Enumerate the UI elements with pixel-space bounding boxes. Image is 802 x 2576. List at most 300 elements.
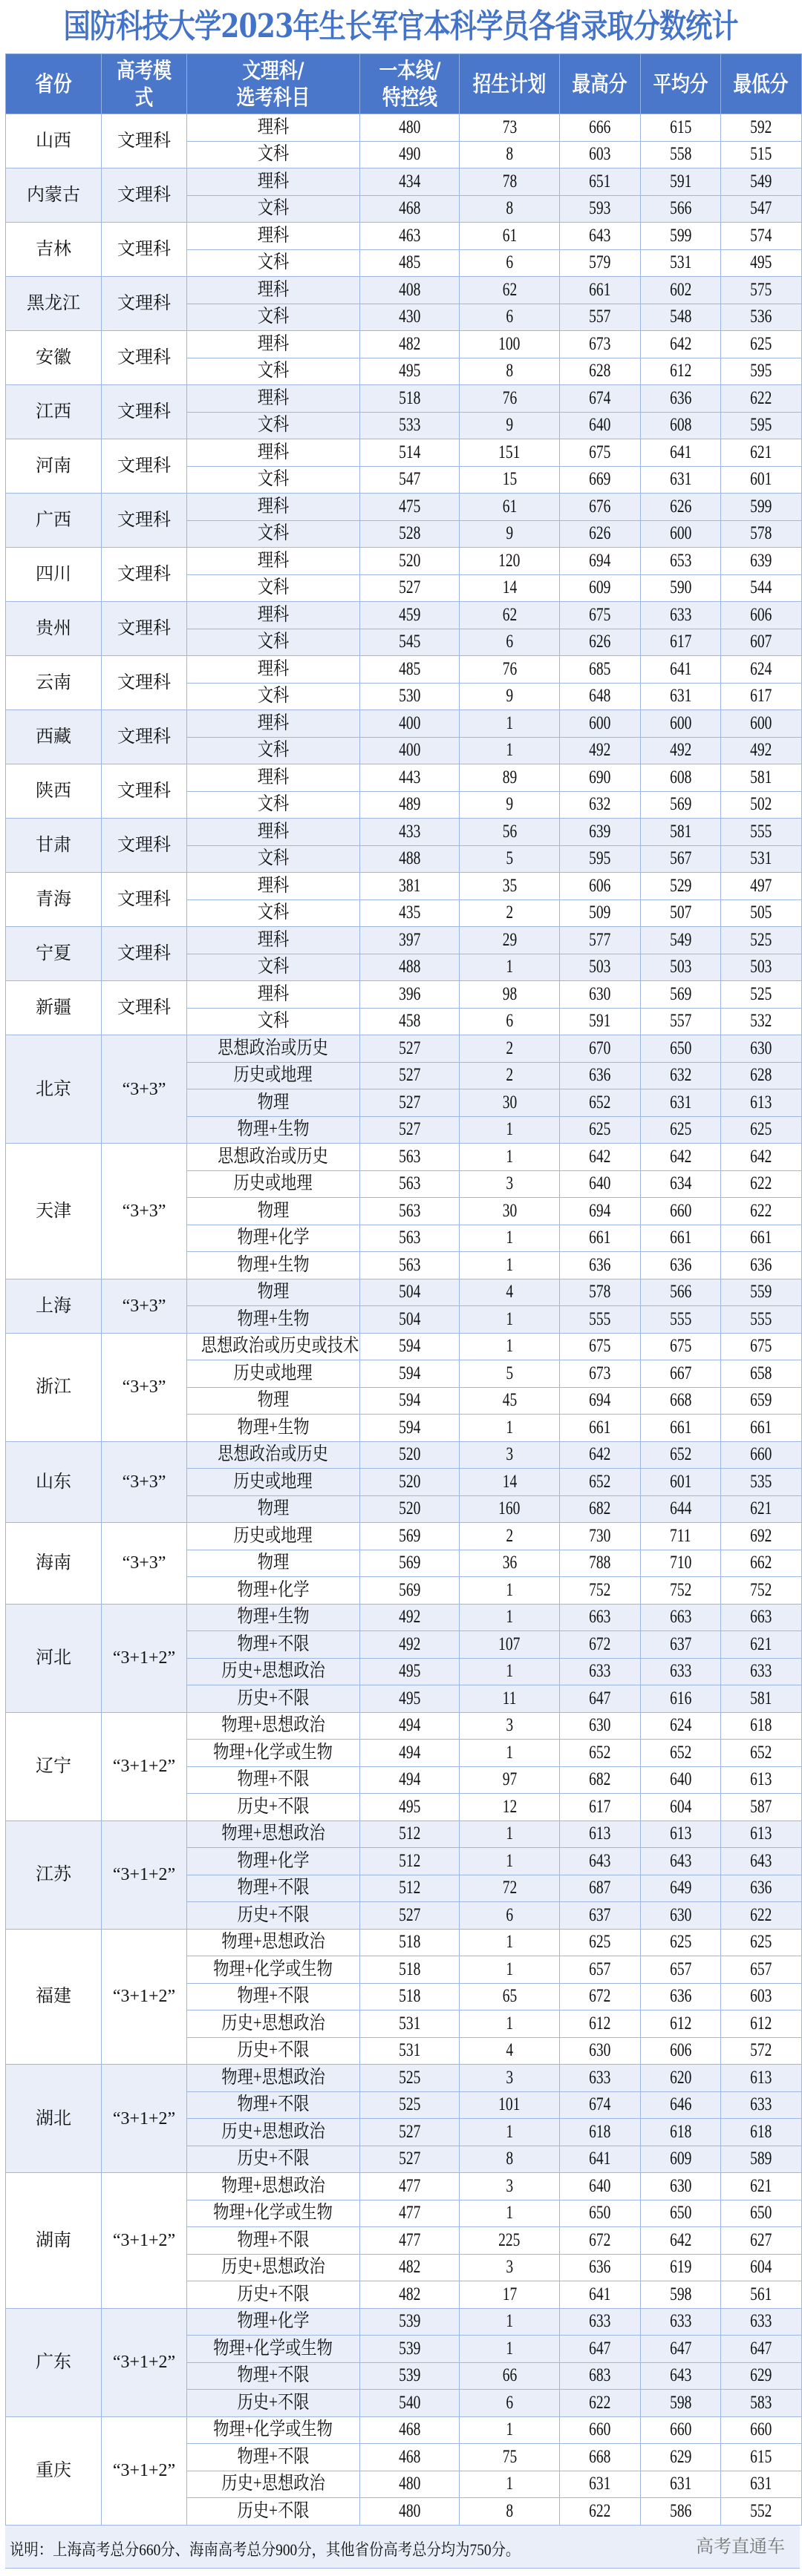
subject-cell: [187, 845, 360, 873]
subject-value: 物理+化学或生物: [213, 2338, 333, 2359]
avg-score-cell: [641, 1658, 721, 1685]
subject-value: 文科: [257, 523, 290, 544]
plan-value: 30: [502, 1092, 517, 1112]
subject-value: 文科: [257, 902, 290, 923]
min-score-cell: [721, 1794, 802, 1821]
plan-value: 2: [506, 1065, 513, 1086]
min-score-cell: [721, 1631, 802, 1659]
cutoff-line-cell: [360, 1550, 460, 1577]
avg-score-cell: [641, 737, 721, 764]
plan-cell: [460, 2362, 560, 2390]
subject-value: 物理+化学或生物: [213, 1742, 333, 1763]
max-score-value: 672: [589, 1633, 611, 1654]
min-score-value: 622: [750, 1173, 772, 1194]
content: [5, 53, 801, 2569]
avg-score-value: 557: [669, 1011, 692, 1032]
cutoff-line-value: 494: [398, 1742, 421, 1763]
avg-score-value: 646: [669, 2094, 692, 2115]
min-score-cell: [721, 1929, 802, 1956]
max-score-cell: [560, 1279, 641, 1306]
plan-cell: [460, 439, 560, 467]
plan-cell: [460, 1740, 560, 1767]
plan-value: 101: [498, 2094, 521, 2115]
subject-value: 物理: [257, 1553, 290, 1573]
avg-score-cell: [641, 1902, 721, 1930]
max-score-value: 613: [589, 1823, 611, 1844]
min-score-cell: [721, 1008, 802, 1035]
plan-cell: [460, 2281, 560, 2309]
max-score-cell: [560, 385, 641, 413]
avg-score-value: 613: [669, 1823, 692, 1844]
plan-value: 61: [502, 225, 517, 246]
avg-score-cell: [641, 1035, 721, 1063]
plan-cell: [460, 819, 560, 846]
avg-score-cell: [641, 1794, 721, 1821]
plan-value: 4: [506, 1282, 513, 1302]
subject-cell: [187, 331, 360, 358]
min-score-value: 752: [750, 1579, 772, 1600]
plan-cell: [460, 2227, 560, 2255]
subject-cell: [187, 249, 360, 277]
subject-value: 物理+生物: [237, 1119, 310, 1140]
table-row: [6, 927, 802, 954]
province-cell: 重庆: [6, 2416, 102, 2525]
avg-score-value: 503: [669, 957, 692, 977]
min-score-cell: [721, 1550, 802, 1577]
avg-score-cell: [641, 1144, 721, 1171]
max-score-value: 600: [589, 712, 611, 733]
max-score-value: 639: [589, 821, 611, 842]
plan-cell: [460, 927, 560, 954]
plan-value: 225: [498, 2229, 521, 2250]
max-score-cell: [560, 2444, 641, 2471]
avg-score-cell: [641, 195, 721, 223]
subject-value: 理科: [257, 875, 290, 896]
plan-value: 11: [502, 1688, 517, 1708]
plan-value: 1: [506, 1254, 513, 1275]
subject-cell: [187, 1523, 360, 1550]
max-score-value: 492: [589, 740, 611, 761]
subject-cell: [187, 1956, 360, 1984]
max-score-cell: [560, 2336, 641, 2363]
max-score-cell: [560, 520, 641, 548]
plan-cell: [460, 2336, 560, 2363]
plan-cell: [460, 2200, 560, 2227]
plan-cell: [460, 2037, 560, 2065]
max-score-cell: [560, 1929, 641, 1956]
cutoff-line-cell: [360, 1008, 460, 1035]
subject-value: 理科: [257, 550, 290, 571]
cutoff-line-value: 494: [398, 1715, 421, 1736]
max-score-value: 672: [589, 1986, 611, 2007]
max-score-cell: [560, 1469, 641, 1496]
avg-score-value: 652: [669, 1742, 692, 1763]
avg-score-cell: [641, 1550, 721, 1577]
avg-score-value: 608: [669, 767, 692, 787]
plan-value: 9: [506, 794, 513, 815]
max-score-value: 622: [589, 2500, 611, 2521]
min-score-cell: [721, 494, 802, 521]
cutoff-line-value: 527: [398, 1092, 421, 1112]
max-score-value: 647: [589, 2338, 611, 2359]
plan-value: 8: [506, 2149, 513, 2169]
table-header-row: [6, 54, 802, 114]
plan-cell: [460, 1929, 560, 1956]
max-score-value: 630: [589, 1715, 611, 1736]
min-score-value: 659: [750, 1390, 772, 1411]
avg-score-cell: [641, 2200, 721, 2227]
cutoff-line-cell: [360, 2173, 460, 2200]
max-score-value: 609: [589, 577, 611, 598]
province-cell: 上海: [6, 1279, 102, 1333]
plan-cell: [460, 1631, 560, 1659]
plan-value: 1: [506, 1959, 513, 1979]
cutoff-line-value: 433: [398, 821, 421, 842]
min-score-cell: [721, 927, 802, 954]
max-score-value: 509: [589, 902, 611, 923]
min-score-value: 622: [750, 1200, 772, 1221]
max-score-value: 618: [589, 2121, 611, 2142]
max-score-cell: [560, 1062, 641, 1089]
max-score-cell: [560, 114, 641, 142]
avg-score-value: 567: [669, 848, 692, 869]
subject-value: 历史或地理: [233, 1173, 313, 1194]
plan-cell: [460, 223, 560, 250]
max-score-value: 641: [589, 2149, 611, 2169]
min-score-cell: [721, 331, 802, 358]
min-score-cell: [721, 710, 802, 738]
min-score-cell: [721, 141, 802, 168]
max-score-cell: [560, 1631, 641, 1659]
subject-cell: [187, 277, 360, 304]
min-score-cell: [721, 2227, 802, 2255]
cutoff-line-value: 563: [398, 1173, 421, 1194]
subject-value: 文科: [257, 252, 290, 273]
min-score-value: 618: [750, 1715, 772, 1736]
avg-score-cell: [641, 2091, 721, 2119]
cutoff-line-value: 525: [398, 2067, 421, 2088]
avg-score-value: 617: [669, 632, 692, 652]
plan-value: 1: [506, 712, 513, 733]
avg-score-cell: [641, 168, 721, 196]
avg-score-cell: [641, 1198, 721, 1225]
province-cell: 湖南: [6, 2173, 102, 2309]
avg-score-cell: [641, 1279, 721, 1306]
subject-cell: [187, 1035, 360, 1063]
min-score-value: 661: [750, 1228, 772, 1248]
avg-score-value: 619: [669, 2257, 692, 2278]
plan-value: 6: [506, 2392, 513, 2413]
avg-score-cell: [641, 548, 721, 575]
subject-value: 物理+生物: [237, 1254, 310, 1275]
subject-value: 历史或地理: [233, 1525, 313, 1546]
min-score-cell: [721, 819, 802, 846]
exam-mode-cell: 文理科: [102, 494, 187, 548]
avg-score-value: 620: [669, 2067, 692, 2088]
max-score-cell: [560, 2281, 641, 2309]
max-score-value: 657: [589, 1959, 611, 1979]
avg-score-cell: [641, 602, 721, 629]
max-score-value: 630: [589, 2040, 611, 2061]
subject-cell: [187, 548, 360, 575]
min-score-cell: [721, 2146, 802, 2173]
subject-cell: [187, 168, 360, 196]
min-score-value: 657: [750, 1959, 772, 1979]
cutoff-line-value: 527: [398, 2121, 421, 2142]
subject-value: 物理+不限: [237, 2446, 310, 2467]
subject-value: 物理+化学: [237, 1579, 310, 1600]
max-score-cell: [560, 168, 641, 196]
table-row: [6, 602, 802, 629]
subject-cell: [187, 2065, 360, 2092]
plan-cell: [460, 710, 560, 738]
cutoff-line-value: 468: [398, 2419, 421, 2440]
province-cell: 广西: [6, 494, 102, 548]
max-score-cell: [560, 656, 641, 684]
cutoff-line-value: 533: [398, 415, 421, 436]
subject-cell: [187, 683, 360, 710]
subject-cell: [187, 1766, 360, 1794]
min-score-cell: [721, 629, 802, 656]
subject-cell: [187, 2146, 360, 2173]
plan-value: 1: [506, 2311, 513, 2332]
plan-value: 1: [506, 740, 513, 761]
avg-score-value: 586: [669, 2500, 692, 2521]
min-score-cell: [721, 764, 802, 792]
max-score-cell: [560, 1144, 641, 1171]
max-score-cell: [560, 683, 641, 710]
max-score-value: 636: [589, 2257, 611, 2278]
avg-score-cell: [641, 1766, 721, 1794]
max-score-cell: [560, 2119, 641, 2146]
plan-cell: [460, 385, 560, 413]
subject-cell: [187, 656, 360, 684]
cutoff-line-cell: [360, 277, 460, 304]
max-score-value: 591: [589, 1011, 611, 1032]
subject-value: 物理: [257, 1390, 290, 1411]
subject-cell: [187, 954, 360, 981]
cutoff-line-cell: [360, 1333, 460, 1360]
plan-value: 14: [502, 577, 517, 598]
avg-score-cell: [641, 1306, 721, 1334]
cutoff-line-value: 482: [398, 2284, 421, 2304]
cutoff-line-cell: [360, 1577, 460, 1605]
province-cell: 黑龙江: [6, 277, 102, 331]
avg-score-value: 636: [669, 1254, 692, 1275]
plan-value: 97: [502, 1769, 517, 1790]
cutoff-line-cell: [360, 168, 460, 196]
exam-mode-cell: “3+1+2”: [102, 2173, 187, 2309]
subject-cell: [187, 2119, 360, 2146]
min-score-cell: [721, 1766, 802, 1794]
max-score-value: 660: [589, 2419, 611, 2440]
cutoff-line-cell: [360, 1279, 460, 1306]
plan-cell: [460, 656, 560, 684]
avg-score-value: 492: [669, 740, 692, 761]
plan-value: 1: [506, 1146, 513, 1167]
cutoff-line-cell: [360, 548, 460, 575]
cutoff-line-cell: [360, 927, 460, 954]
avg-score-value: 626: [669, 496, 692, 517]
plan-value: 5: [506, 848, 513, 869]
cutoff-line-cell: [360, 1685, 460, 1713]
cutoff-line-value: 480: [398, 2474, 421, 2494]
min-score-cell: [721, 1306, 802, 1334]
avg-score-cell: [641, 656, 721, 684]
cutoff-line-cell: [360, 764, 460, 792]
min-score-cell: [721, 2119, 802, 2146]
subject-cell: [187, 1495, 360, 1523]
avg-score-value: 630: [669, 2175, 692, 2196]
max-score-cell: [560, 2091, 641, 2119]
avg-score-cell: [641, 331, 721, 358]
max-score-value: 687: [589, 1878, 611, 1898]
avg-score-value: 606: [669, 2040, 692, 2061]
cutoff-line-cell: [360, 439, 460, 467]
avg-score-value: 612: [669, 361, 692, 381]
max-score-cell: [560, 2037, 641, 2065]
max-score-value: 577: [589, 929, 611, 950]
subject-cell: [187, 1469, 360, 1496]
plan-cell: [460, 1008, 560, 1035]
exam-mode-cell: “3+3”: [102, 1333, 187, 1441]
avg-score-cell: [641, 2173, 721, 2200]
cutoff-line-cell: [360, 1956, 460, 1984]
plan-value: 1: [506, 1417, 513, 1438]
subject-cell: [187, 2281, 360, 2309]
max-score-cell: [560, 2498, 641, 2526]
max-score-cell: [560, 1956, 641, 1984]
subject-value: 历史+不限: [237, 2392, 310, 2413]
min-score-cell: [721, 1983, 802, 2010]
plan-cell: [460, 1794, 560, 1821]
plan-value: 30: [502, 1200, 517, 1221]
min-score-cell: [721, 1495, 802, 1523]
max-score-value: 788: [589, 1553, 611, 1573]
min-score-value: 531: [750, 848, 772, 869]
plan-value: 72: [502, 1878, 517, 1898]
cutoff-line-cell: [360, 2254, 460, 2281]
cutoff-line-value: 540: [398, 2392, 421, 2413]
page-title: 国防科技大学2023年生长军官本科学员各省录取分数统计: [63, 7, 739, 45]
table-row: [6, 439, 802, 467]
avg-score-cell: [641, 1089, 721, 1117]
cutoff-line-cell: [360, 629, 460, 656]
plan-cell: [460, 1983, 560, 2010]
avg-score-cell: [641, 1008, 721, 1035]
subject-value: 物理+生物: [237, 1607, 310, 1628]
subject-cell: [187, 358, 360, 385]
max-score-value: 669: [589, 469, 611, 490]
plan-cell: [460, 1604, 560, 1631]
subject-value: 物理+不限: [237, 1986, 310, 2007]
avg-score-value: 636: [669, 387, 692, 408]
subject-cell: [187, 1144, 360, 1171]
province-cell: 宁夏: [6, 927, 102, 981]
max-score-cell: [560, 548, 641, 575]
cutoff-line-cell: [360, 2119, 460, 2146]
plan-value: 78: [502, 171, 517, 191]
max-score-value: 650: [589, 2203, 611, 2223]
subject-cell: [187, 494, 360, 521]
plan-value: 45: [502, 1390, 517, 1411]
plan-cell: [460, 873, 560, 900]
min-score-cell: [721, 981, 802, 1009]
subject-value: 文科: [257, 794, 290, 815]
min-score-cell: [721, 2173, 802, 2200]
cutoff-line-cell: [360, 1144, 460, 1171]
max-score-cell: [560, 574, 641, 602]
avg-score-cell: [641, 412, 721, 439]
subject-cell: [187, 2471, 360, 2498]
table-row: [6, 981, 802, 1009]
avg-score-value: 660: [669, 2419, 692, 2440]
avg-score-cell: [641, 2444, 721, 2471]
avg-score-value: 609: [669, 2149, 692, 2169]
plan-cell: [460, 1577, 560, 1605]
cutoff-line-cell: [360, 1658, 460, 1685]
min-score-cell: [721, 2444, 802, 2471]
max-score-value: 668: [589, 2446, 611, 2467]
cutoff-line-value: 520: [398, 1471, 421, 1492]
max-score-cell: [560, 2227, 641, 2255]
plan-cell: [460, 1116, 560, 1144]
subject-value: 物理+不限: [237, 1633, 310, 1654]
avg-score-cell: [641, 2281, 721, 2309]
avg-score-cell: [641, 358, 721, 385]
max-score-cell: [560, 412, 641, 439]
plan-value: 35: [502, 875, 517, 896]
avg-score-cell: [641, 1712, 721, 1740]
max-score-cell: [560, 2065, 641, 2092]
subject-value: 历史+思想政治: [221, 2013, 325, 2033]
cutoff-line-value: 468: [398, 198, 421, 219]
subject-cell: [187, 141, 360, 168]
min-score-cell: [721, 385, 802, 413]
min-score-cell: [721, 2037, 802, 2065]
min-score-cell: [721, 2416, 802, 2444]
min-score-cell: [721, 1415, 802, 1442]
min-score-value: 639: [750, 550, 772, 571]
max-score-cell: [560, 899, 641, 927]
max-score-cell: [560, 466, 641, 494]
plan-cell: [460, 2471, 560, 2498]
min-score-value: 607: [750, 632, 772, 652]
plan-value: 65: [502, 1986, 517, 2007]
avg-score-cell: [641, 819, 721, 846]
plan-value: 36: [502, 1553, 517, 1573]
avg-score-value: 642: [669, 2229, 692, 2250]
avg-score-value: 548: [669, 307, 692, 327]
plan-cell: [460, 304, 560, 331]
avg-score-value: 660: [669, 1200, 692, 1221]
min-score-value: 552: [750, 2500, 772, 2521]
subject-value: 物理+化学或生物: [213, 1959, 333, 1979]
subject-value: 历史+思想政治: [221, 2121, 325, 2142]
max-score-cell: [560, 1820, 641, 1848]
plan-cell: [460, 2146, 560, 2173]
avg-score-value: 531: [669, 252, 692, 273]
table-row: [6, 1604, 802, 1631]
cutoff-line-cell: [360, 304, 460, 331]
avg-score-value: 642: [669, 1146, 692, 1167]
cutoff-line-value: 594: [398, 1363, 421, 1383]
cutoff-line-cell: [360, 2416, 460, 2444]
avg-score-value: 650: [669, 2203, 692, 2223]
plan-value: 76: [502, 658, 517, 679]
exam-mode-cell: “3+1+2”: [102, 1712, 187, 1820]
cutoff-line-value: 482: [398, 2257, 421, 2278]
